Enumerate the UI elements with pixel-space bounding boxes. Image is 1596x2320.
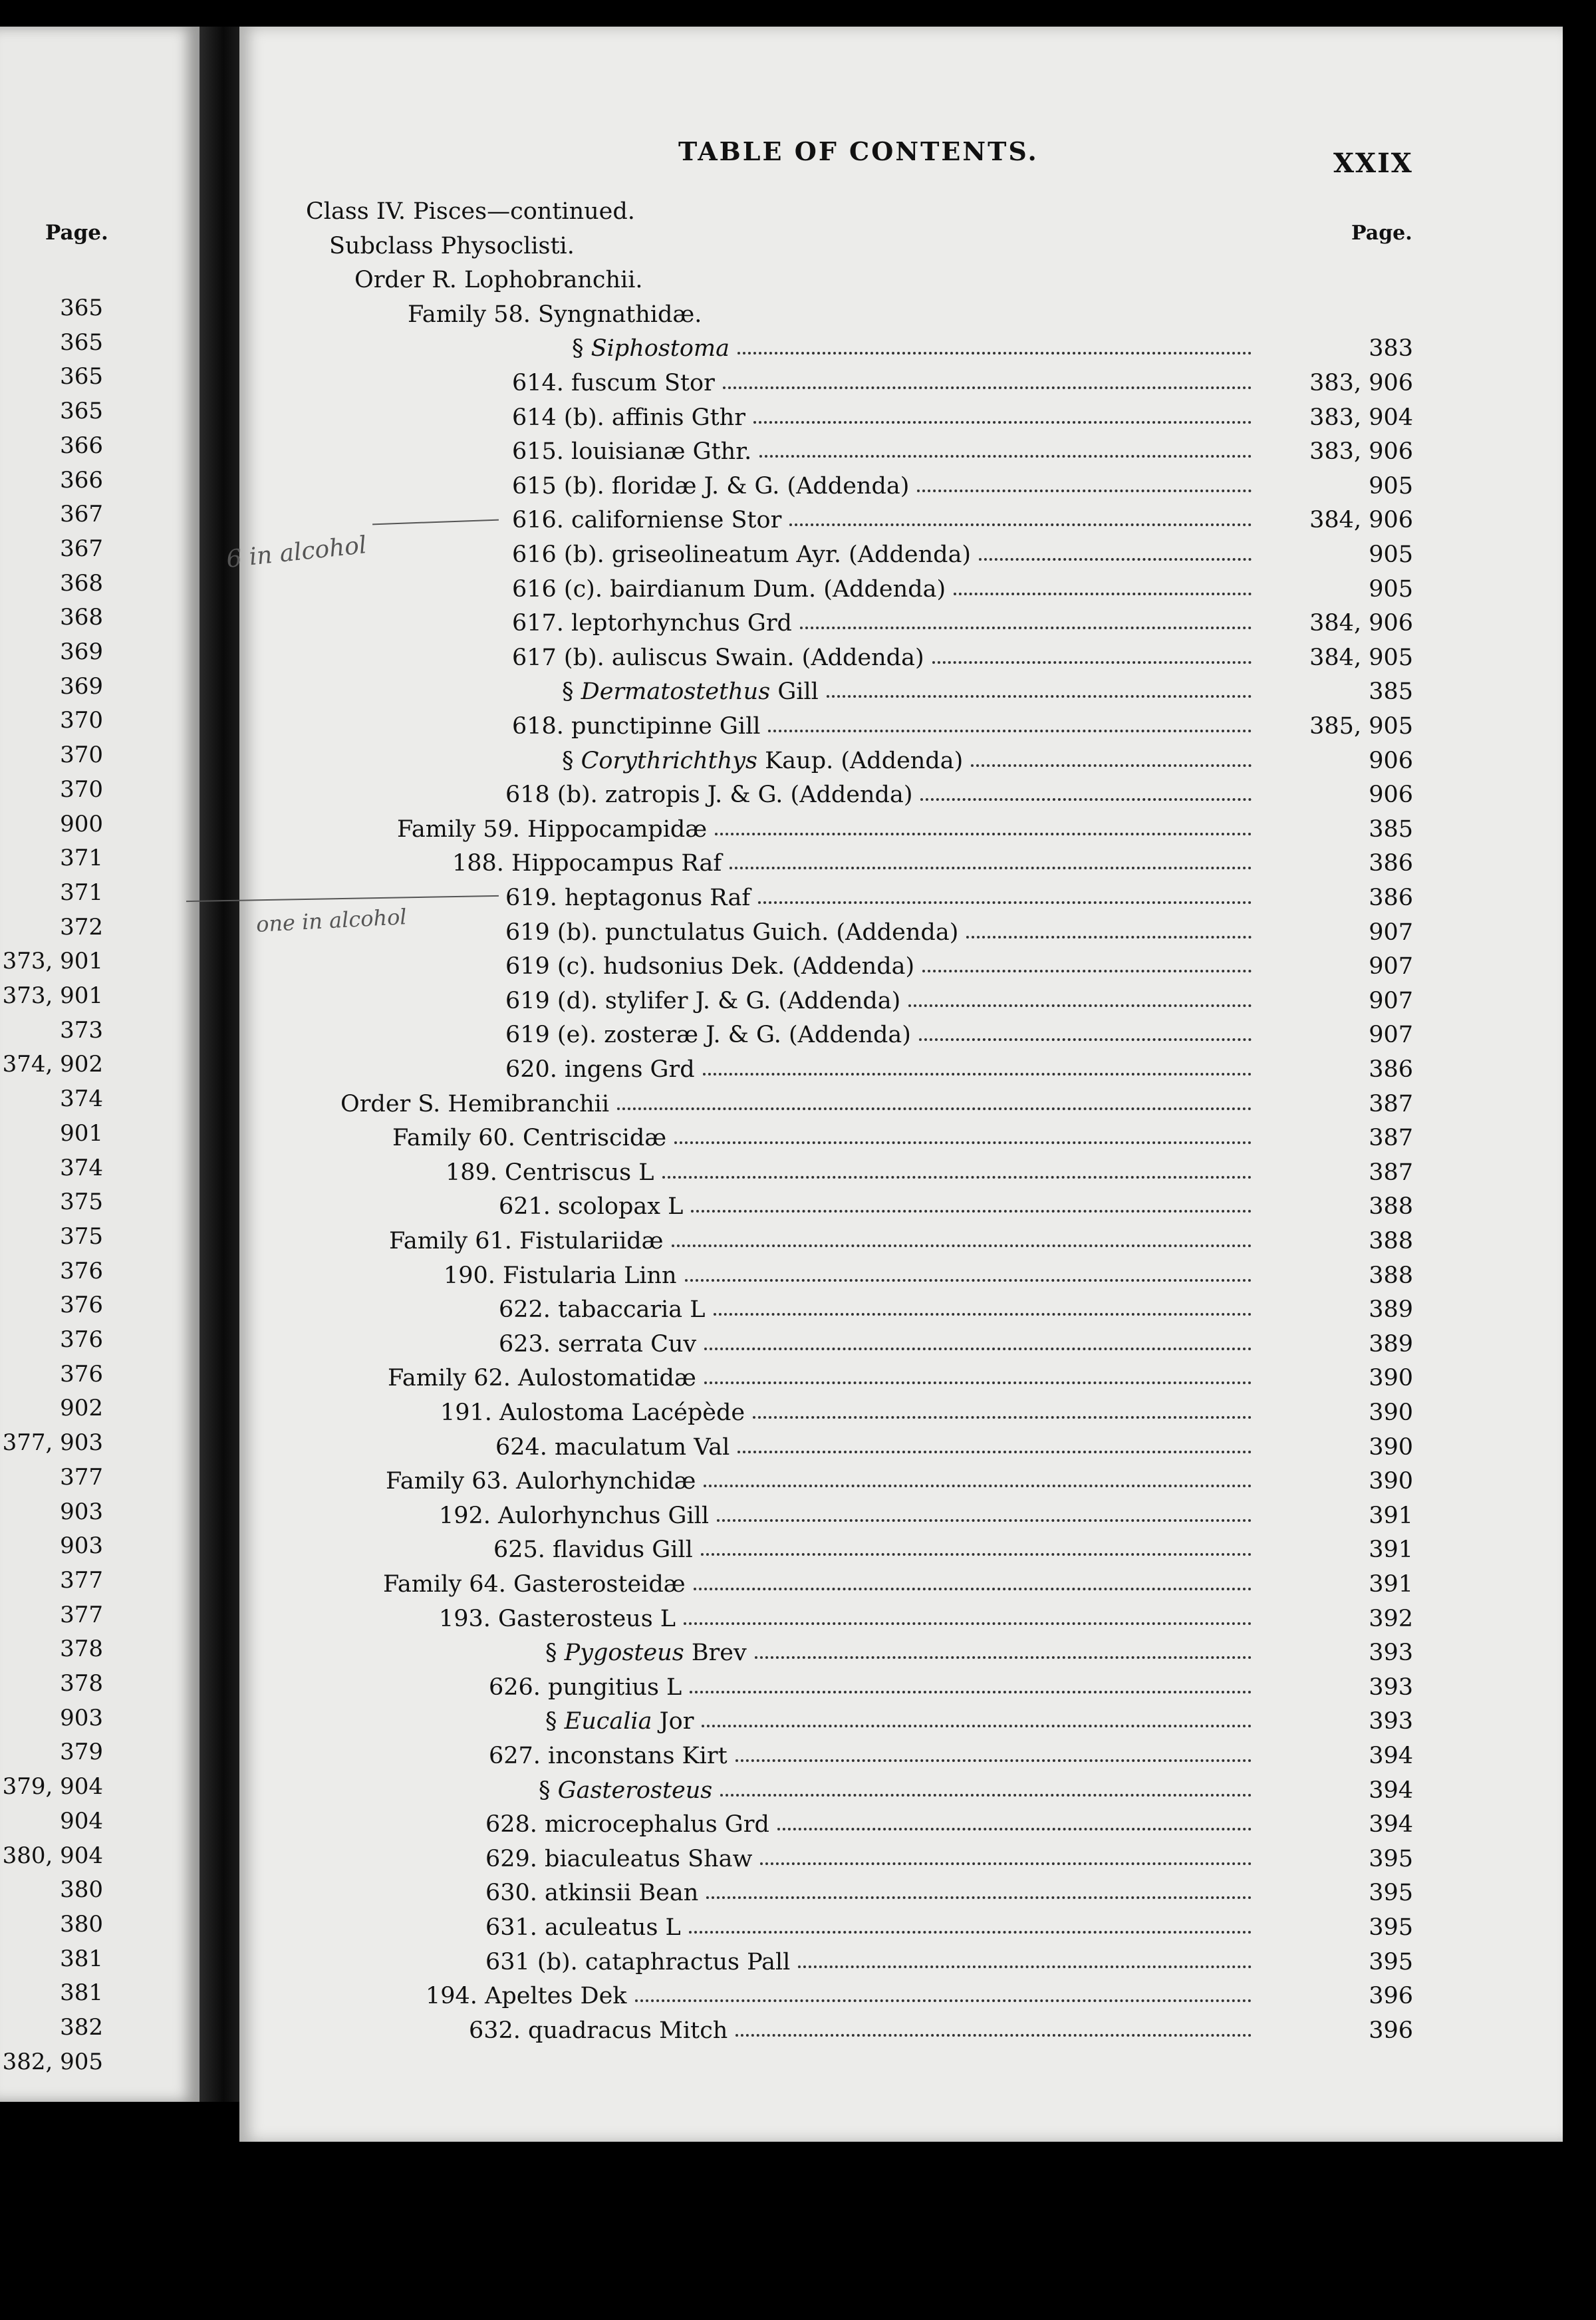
toc-entry-title: Order S. Hemibranchii [340,1090,610,1117]
toc-entry-title: 194. Apeltes Dek [426,1983,627,2010]
toc-entry-title: Order R. Lophobranchii. [354,267,643,294]
dot-leader [684,1622,1252,1625]
left-page-number: 903 [60,1498,103,1525]
toc-entry [562,746,1413,776]
toc-entry-page: 394 [1369,1743,1413,1769]
toc-entry-page: 390 [1369,1433,1413,1461]
toc-entry-title: 619 (c). hudsonius Dek. (Addenda) [505,953,915,980]
toc-entry [306,196,1413,227]
toc-entry [397,814,1413,845]
toc-entry-title: 620. ingens Grd [505,1056,695,1083]
left-page-number: 367 [60,535,103,562]
toc-entry [512,574,1413,605]
toc-entry [489,1741,1413,1771]
toc-entry [505,986,1413,1016]
dot-leader [920,798,1252,801]
dot-leader [704,1485,1252,1487]
left-page-number: 365 [60,398,103,425]
toc-entry-page: 393 [1369,1708,1413,1735]
dot-leader [760,1862,1252,1865]
toc-entry [386,1466,1413,1497]
toc-entry-page: 387 [1369,1159,1413,1186]
toc-entry-title: 192. Aulorhynchus Gill [439,1502,710,1529]
left-page-number: 367 [60,501,103,528]
dot-leader [717,1519,1252,1522]
left-page-number: 373, 901 [2,948,103,975]
left-page-number: 373, 901 [2,982,103,1009]
toc-entry-title: 616 (c). bairdianum Dum. (Addenda) [512,575,946,603]
toc-entry [545,1638,1413,1668]
dot-leader [954,593,1252,595]
toc-entry-title: 193. Gasterosteus L [439,1605,676,1632]
left-page-number: 380, 904 [2,1842,103,1869]
toc-entry-page: 386 [1369,885,1413,911]
left-page-number: 381 [60,1945,103,1972]
toc-entry-title: 624. maculatum Val [495,1433,730,1461]
left-page-number: 903 [60,1532,103,1560]
toc-entry-title: Family 61. Fistulariidæ [389,1228,664,1254]
left-page-number: 902 [60,1395,103,1422]
dot-leader [908,1004,1252,1007]
toc-entry-title: 190. Fistularia Linn [444,1262,677,1289]
toc-entry-title: 616 (b). griseolineatum Ayr. (Addenda) [512,541,972,568]
toc-entry-page: 388 [1369,1228,1413,1254]
toc-entry-title: 622. tabaccaria L [499,1296,706,1324]
toc-entry-title: 617. leptorhynchus Grd [512,610,792,637]
left-page-number: 368 [60,604,103,631]
dot-leader [689,1931,1252,1934]
toc-entry-page: 391 [1369,1571,1413,1598]
left-page-number: 376 [60,1257,103,1284]
toc-entry-page: 394 [1369,1777,1413,1804]
dot-leader [662,1176,1252,1179]
dot-leader [694,1588,1252,1590]
dot-leader [753,421,1252,424]
toc-entry-page: 387 [1369,1090,1413,1117]
toc-entry [485,1844,1413,1874]
left-page-number: 375 [60,1189,103,1216]
toc-entry-page: 388 [1369,1193,1413,1221]
left-page-number: 377, 903 [2,1429,103,1457]
left-page-number: 374 [60,1086,103,1113]
dot-leader [701,1553,1252,1556]
toc-entry-page: 394 [1369,1811,1413,1838]
dot-leader [966,936,1252,939]
toc-entry-page: 905 [1369,472,1413,500]
toc-entry-page: 395 [1369,1845,1413,1872]
toc-entry-page: 385, 905 [1309,713,1413,740]
toc-entry-page: 383, 904 [1309,404,1413,431]
left-page-number: 370 [60,707,103,734]
left-page-number: 378 [60,1636,103,1663]
left-page-number: 378 [60,1670,103,1697]
toc-entry-title: 626. pungitius L [489,1673,682,1701]
left-page-number: 379 [60,1739,103,1766]
toc-entry-title: 615. louisianæ Gthr. [512,438,752,466]
toc-entry [340,1089,1413,1119]
toc-entry-title: 191. Aulostoma Lacépède [440,1399,745,1426]
toc-entry-page: 383, 906 [1309,370,1413,396]
toc-entry-title: 632. quadracus Mitch [469,2017,728,2044]
toc-entry-title: Family 59. Hippocampidæ [397,815,708,843]
toc-entry [485,1878,1413,1908]
toc-entry-page: 395 [1369,1880,1413,1907]
left-page-number: 376 [60,1326,103,1353]
toc-entry [512,608,1413,639]
toc-entry [512,643,1413,673]
toc-entry-title: 621. scolopax L [499,1193,684,1221]
dot-leader [768,730,1252,732]
toc-entry-page: 384, 906 [1309,507,1413,534]
toc-entry [499,1191,1413,1222]
toc-entry-title: § Pygosteus Brev [545,1640,747,1667]
toc-entry-page: 396 [1369,2017,1413,2044]
left-page-number: 904 [60,1807,103,1834]
toc-entry [505,780,1413,810]
left-page-number: 372 [60,913,103,941]
dot-leader [798,1965,1252,1968]
toc-entry-title: § Gasterosteus [539,1777,713,1804]
toc-entry-title: 628. microcephalus Grd [485,1811,769,1838]
toc-entry-title: 188. Hippocampus Raf [452,850,722,877]
dot-leader [617,1107,1252,1110]
toc-entry-title: 623. serrata Cuv [499,1330,697,1358]
left-page-number: 380 [60,1910,103,1938]
toc-entry-page: 906 [1369,782,1413,809]
toc-entry-title: 631 (b). cataphractus Pall [485,1948,791,1975]
toc-entry [444,1260,1413,1291]
left-page-number: 382 [60,2014,103,2041]
dot-leader [714,1313,1252,1316]
left-page-number: 375 [60,1223,103,1250]
left-page-number: 370 [60,742,103,769]
toc-entry [354,265,1413,295]
left-page-number: 365 [60,329,103,356]
toc-entry [512,436,1413,467]
toc-entry [388,1363,1413,1393]
toc-entry [485,1912,1413,1943]
toc-entry-page: 386 [1369,1056,1413,1083]
dot-leader [971,764,1252,767]
toc-entry-page: 905 [1369,541,1413,568]
left-page-number: 373 [60,1016,103,1044]
toc-entry-title: 630. atkinsii Bean [485,1880,699,1907]
dot-leader [702,1725,1252,1727]
toc-entry [505,1020,1413,1050]
toc-entry-page: 390 [1369,1365,1413,1392]
left-page-number: 376 [60,1360,103,1387]
left-page-header: Page. [45,221,108,245]
toc-entry-page: 395 [1369,1914,1413,1941]
dot-leader [672,1244,1252,1247]
toc-entry [440,1397,1413,1428]
left-page-number: 376 [60,1292,103,1319]
left-page-number: 381 [60,1979,103,2007]
dot-leader [755,1656,1252,1659]
toc-entry-title: 619 (b). punctulatus Guich. (Addenda) [505,919,959,946]
toc-entry-title: 629. biaculeatus Shaw [485,1845,753,1872]
toc-entry-title: § Eucalia Jor [545,1708,694,1735]
toc-entry [493,1534,1413,1565]
dot-leader [690,1691,1252,1693]
toc-entry-title: 615 (b). floridæ J. & G. (Addenda) [512,472,910,500]
dot-leader [917,490,1252,492]
toc-entry-page: 391 [1369,1502,1413,1529]
toc-entry-page: 383 [1369,335,1413,362]
toc-entry-page: 386 [1369,850,1413,877]
toc-entry [505,883,1413,913]
toc-entry-title: Family 60. Centriscidæ [392,1125,667,1152]
toc-entry [562,676,1413,707]
toc-entry-title: § Siphostoma [572,335,730,362]
toc-entry-title: 618. punctipinne Gill [512,713,761,740]
toc-entry-page: 389 [1369,1296,1413,1324]
left-page-number: 371 [60,879,103,906]
toc-entry-title: 619 (d). stylifer J. & G. (Addenda) [505,987,901,1014]
toc-entry [485,1947,1413,1977]
toc-entry [383,1569,1413,1600]
dot-leader [735,2034,1252,2037]
toc-entry-title: 618 (b). zatropis J. & G. (Addenda) [505,782,913,809]
toc-entry-title: 627. inconstans Kirt [489,1743,728,1769]
toc-entry-page: 390 [1369,1468,1413,1495]
left-page-number: 366 [60,466,103,494]
dot-leader [759,455,1252,458]
left-page-number: 380 [60,1876,103,1904]
toc-entry [499,1329,1413,1360]
toc-entry-page: 390 [1369,1399,1413,1426]
toc-entry-title: Class IV. Pisces—continued. [306,198,635,225]
dot-leader [979,558,1252,561]
dot-leader [730,867,1252,869]
toc-entry [505,1054,1413,1085]
toc-entry [439,1604,1413,1634]
dot-leader [777,1828,1252,1830]
left-page-number: 366 [60,432,103,459]
book-gutter [200,27,239,2102]
toc-entry [539,1775,1413,1806]
dot-leader [827,695,1252,698]
toc-entry [408,299,1413,330]
left-page-number: 365 [60,295,103,321]
left-page-number: 374 [60,1154,103,1181]
left-page-number: 369 [60,672,103,700]
toc-entry-page: 383, 906 [1309,438,1413,466]
toc-entry-page: 905 [1369,575,1413,603]
left-page-number: 368 [60,569,103,597]
dot-leader [800,627,1252,629]
toc-entry [505,951,1413,982]
dot-leader [737,1451,1252,1453]
toc-entry-page: 393 [1369,1673,1413,1701]
toc-entry [446,1157,1413,1188]
left-page-number: 377 [60,1566,103,1594]
left-page-number: 377 [60,1601,103,1628]
dot-leader [932,661,1252,664]
toc-entry [512,505,1413,535]
toc-entry-title: 617 (b). auliscus Swain. (Addenda) [512,644,924,671]
toc-entry-title: 616. californiense Stor [512,507,782,534]
toc-entry [512,711,1413,742]
toc-entry-page: 392 [1369,1605,1413,1632]
dot-leader [674,1141,1252,1144]
toc-entry [512,368,1413,398]
toc-entry-page: 384, 906 [1309,610,1413,637]
toc-entry-page: 385 [1369,678,1413,706]
dot-leader [753,1416,1252,1419]
handwritten-note: one in alcohol [255,904,408,937]
dot-leader [922,970,1252,972]
toc-entry-title: Family 62. Aulostomatidæ [388,1365,696,1392]
toc-entry-title: 619. heptagonus Raf [505,885,751,911]
toc-entry-page: 906 [1369,747,1413,774]
left-page-number: 379, 904 [2,1773,103,1801]
dot-leader [685,1279,1252,1282]
left-page-number: 374, 902 [2,1051,103,1078]
toc-entry-page: 907 [1369,919,1413,946]
left-page-number: 369 [60,639,103,665]
toc-entry-page: 393 [1369,1640,1413,1667]
dot-leader [715,833,1252,835]
toc-entry-title: Family 64. Gasterosteidæ [383,1571,686,1598]
toc-entry-page: 395 [1369,1948,1413,1975]
left-page-number: 903 [60,1704,103,1731]
dot-leader [919,1038,1252,1041]
toc-entry [512,402,1413,433]
dot-leader [735,1759,1252,1762]
handwritten-note: 6 in alcohol [225,531,368,573]
toc-entry [485,1809,1413,1840]
toc-entry-page: 387 [1369,1125,1413,1152]
dot-leader [704,1381,1252,1384]
toc-entry [505,917,1413,948]
toc-entry-title: 614 (b). affinis Gthr [512,404,745,431]
toc-entry [512,539,1413,570]
dot-leader [737,352,1252,355]
running-title: TABLE OF CONTENTS. [678,136,1039,166]
toc-entry-page: 907 [1369,987,1413,1014]
toc-entry [512,471,1413,502]
toc-entry [489,1672,1413,1703]
dot-leader [720,1794,1252,1797]
left-page-number: 377 [60,1463,103,1491]
toc-entry-page: 384, 905 [1309,644,1413,671]
toc-entry [389,1226,1413,1256]
dot-leader [704,1348,1252,1350]
toc-entry [392,1123,1413,1153]
toc-entry-page: 389 [1369,1330,1413,1358]
toc-entry [572,333,1413,364]
toc-entry-title: Subclass Physoclisti. [329,232,575,259]
toc-entry [545,1706,1413,1737]
toc-entry-page: 907 [1369,1022,1413,1049]
toc-entry-page: 391 [1369,1536,1413,1564]
left-page-number: 371 [60,845,103,872]
toc-entry [495,1432,1413,1463]
toc-entry [452,848,1413,879]
toc-entry-title: 614. fuscum Stor [512,370,715,396]
dot-leader [789,523,1252,526]
toc-entry-page: 388 [1369,1262,1413,1289]
dot-leader [706,1896,1252,1899]
left-page-number: 900 [60,810,103,837]
dot-leader [691,1210,1252,1213]
dot-leader [723,386,1252,389]
toc-entry-title: § Corythrichthys Kaup. (Addenda) [562,747,964,774]
left-page-number: 382, 905 [2,2048,103,2075]
toc-entry [499,1294,1413,1325]
toc-entry-title: 625. flavidus Gill [493,1536,693,1564]
toc-entry [469,2015,1413,2046]
toc-entry [329,231,1413,261]
page-column-header: Page. [1351,221,1412,245]
toc-entry-page: 396 [1369,1983,1413,2010]
left-page-number: 370 [60,776,103,803]
toc-entry [439,1501,1413,1531]
toc-entry-title: 631. aculeatus L [485,1914,681,1941]
toc-entry-title: § Dermatostethus Gill [562,678,819,706]
left-page-number: 901 [60,1119,103,1147]
dot-leader [703,1073,1252,1076]
dot-leader [758,901,1252,904]
toc-entry-page: 385 [1369,815,1413,843]
toc-entry-title: Family 58. Syngnathidæ. [408,301,702,328]
toc-entry-title: 189. Centriscus L [446,1159,654,1186]
toc-entry-title: Family 63. Aulorhynchidæ [386,1468,696,1495]
folio: XXIX [1333,148,1413,179]
toc-entry-title: 619 (e). zosteræ J. & G. (Addenda) [505,1022,911,1049]
toc-entry [426,1981,1413,2011]
left-page-number: 365 [60,363,103,390]
toc-entry-page: 907 [1369,953,1413,980]
dot-leader [635,1999,1252,2002]
